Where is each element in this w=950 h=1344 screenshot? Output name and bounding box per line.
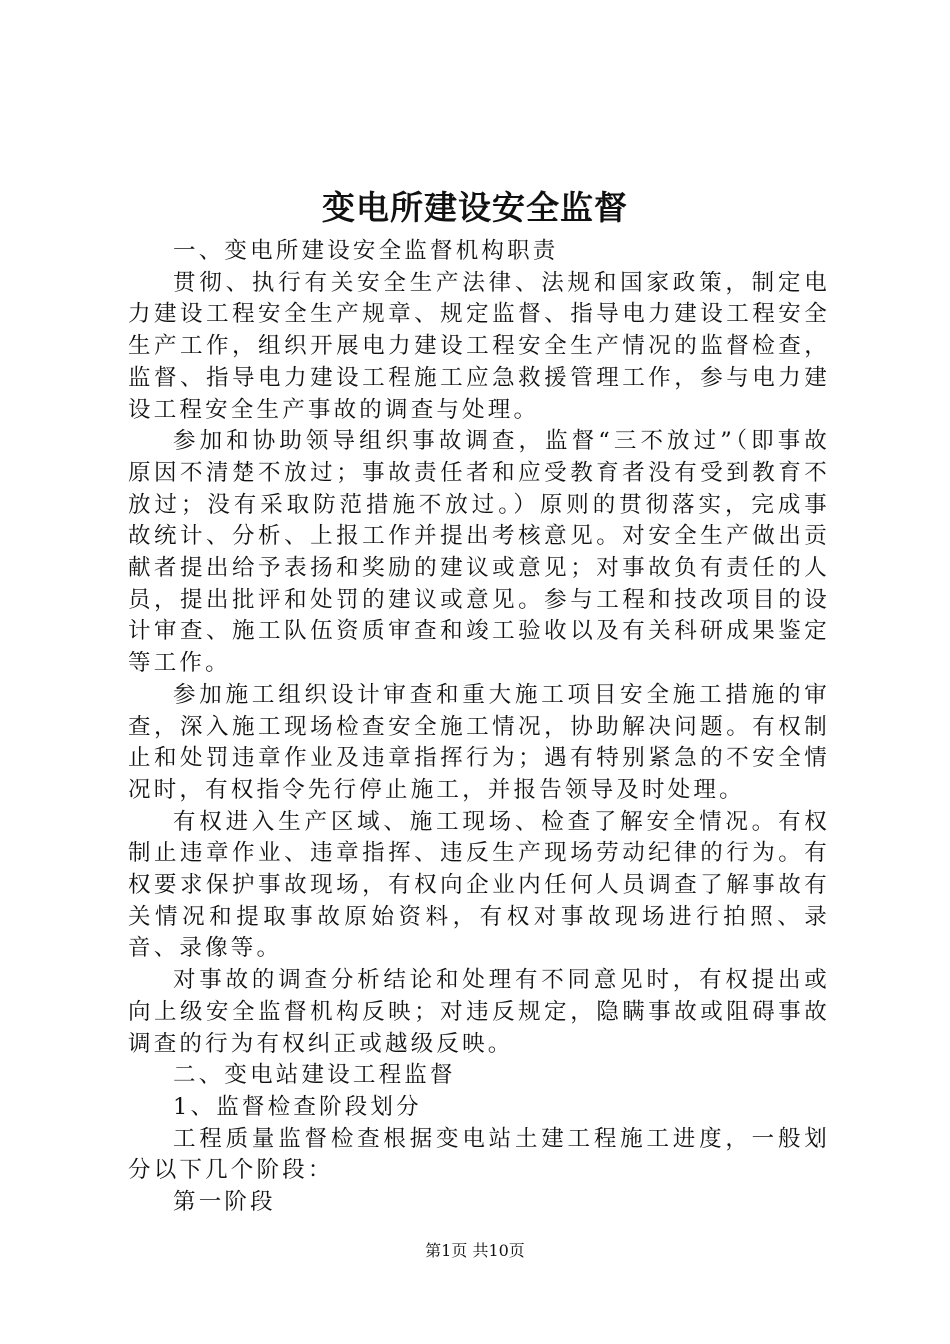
stage-heading: 第一阶段 [173,1189,276,1216]
section-heading-1: 一、变电所建设安全监督机构职责 [173,238,559,264]
paragraph: 参加施工组织设计审查和重大施工项目安全施工措施的审查，深入施工现场检查安全施工情况，协助解决问题。有权制止和处罚违章作业及违章指挥行为；遇有特别紧急的不安全情况时，有权指令先行停止施工，并报告领导及时处理。 [128,681,830,803]
paragraph: 参加和协助领导组织事故调查，监督“三不放过”（即事故原因不清楚不放过；事故责任者和应受教育者没有受到教育不放过；没有采取防范措施不放过。）原则的贯彻落实，完成事故统计、分析、上报工作并提出考核意见。对安全生产做出贡献者提出给予表扬和奖励的建议或意见；对事故负有责任的人员，提出批评和处罚的建议或意见。参与工程和技改项目的设计审查、施工队伍资质审查和竣工验收以及有关科研成果鉴定等工作。 [128,428,830,677]
paragraph: 对事故的调查分析结论和处理有不同意见时，有权提出或向上级安全监督机构反映；对违反规定，隐瞒事故或阻碍事故调查的行为有权纠正或越级反映。 [128,967,830,1057]
paragraph: 贯彻、执行有关安全生产法律、法规和国家政策，制定电力建设工程安全生产规章、规定监督、指导电力建设工程安全生产工作，组织开展电力建设工程安全生产情况的监督检查，监督、指导电力建设工程施工应急救援管理工作，参与电力建设工程安全生产事故的调查与处理。 [128,269,830,423]
page-footer: 第1页 共10页 [425,1241,525,1260]
document-body [128,236,830,1219]
document-title: 变电所建设安全监督 [322,188,628,227]
paragraph: 工程质量监督检查根据变电站土建工程施工进度，一般划分以下几个阶段： [128,1125,830,1184]
subsection-heading: 1、监督检查阶段划分 [173,1093,422,1120]
paragraph: 有权进入生产区域、施工现场、检查了解安全情况。有权制止违章作业、违章指挥、违反生产现场劳动纪律的行为。有权要求保护事故现场，有权向企业内任何人员调查了解事故有关情况和提取事故原始资料，有权对事故现场进行拍照、录音、录像等。 [128,808,830,962]
section-heading-2: 二、变电站建设工程监督 [173,1062,456,1089]
